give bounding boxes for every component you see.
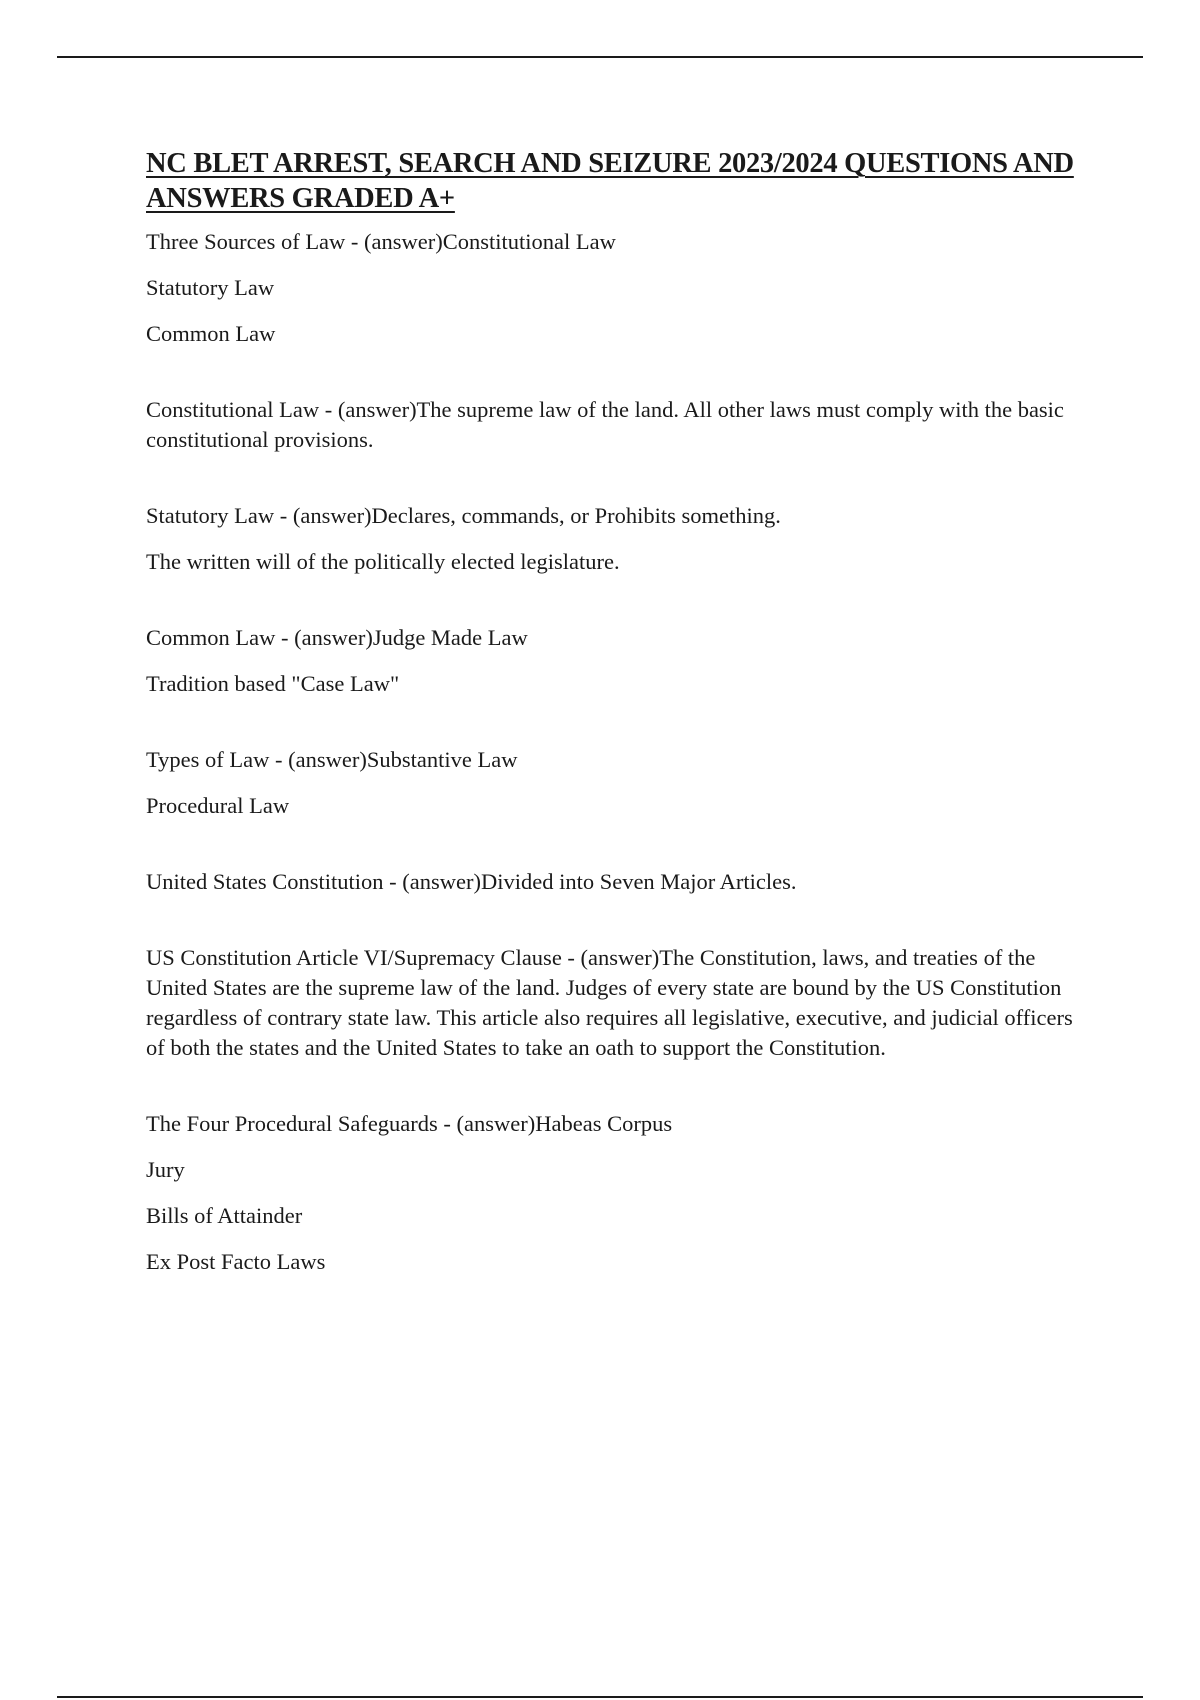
qa-entry-procedural-safeguards	[146, 1109, 1086, 1277]
qa-line: Bills of Attainder	[146, 1203, 303, 1228]
qa-entry-us-constitution	[146, 867, 1086, 897]
qa-line: Statutory Law	[146, 275, 275, 300]
qa-line: Ex Post Facto Laws	[146, 1249, 326, 1274]
qa-line: Statutory Law - (answer)Declares, commands, or Prohibits something.	[146, 503, 781, 528]
qa-entry-sources-of-law	[146, 227, 1086, 349]
document-body	[146, 146, 1086, 1293]
qa-entry-statutory-law	[146, 501, 1086, 577]
qa-line: Types of Law - (answer)Substantive Law	[146, 747, 518, 772]
qa-line: US Constitution Article VI/Supremacy Clause - (answer)The Constitution, laws, and treaties of the United States are the supreme law of the land. Judges of every state are bound by the US Constitution regardless of contrary state law. This article also requires all legislative, executive, and judicial officers of both the states and the United States to take an oath to support the Constitution.	[146, 945, 1073, 1060]
document-title: NC BLET ARREST, SEARCH AND SEIZURE 2023/2024 QUESTIONS AND ANSWERS GRADED A+	[146, 148, 1074, 214]
qa-line: The Four Procedural Safeguards - (answer)Habeas Corpus	[146, 1111, 673, 1136]
qa-line: Common Law - (answer)Judge Made Law	[146, 625, 528, 650]
qa-line: Constitutional Law - (answer)The supreme law of the land. All other laws must comply with the basic constitutional provisions.	[146, 397, 1064, 452]
qa-line: Jury	[146, 1157, 185, 1182]
qa-line: Procedural Law	[146, 793, 290, 818]
footer-rule	[57, 1696, 1143, 1698]
qa-entry-supremacy-clause	[146, 943, 1086, 1063]
qa-entry-types-of-law	[146, 745, 1086, 821]
header-rule	[57, 56, 1143, 58]
qa-line: The written will of the politically elected legislature.	[146, 549, 620, 574]
qa-entry-common-law	[146, 623, 1086, 699]
qa-line: Three Sources of Law - (answer)Constitutional Law	[146, 229, 616, 254]
qa-entry-constitutional-law	[146, 395, 1086, 455]
qa-line: United States Constitution - (answer)Divided into Seven Major Articles.	[146, 869, 797, 894]
qa-line: Common Law	[146, 321, 276, 346]
qa-line: Tradition based "Case Law"	[146, 671, 400, 696]
